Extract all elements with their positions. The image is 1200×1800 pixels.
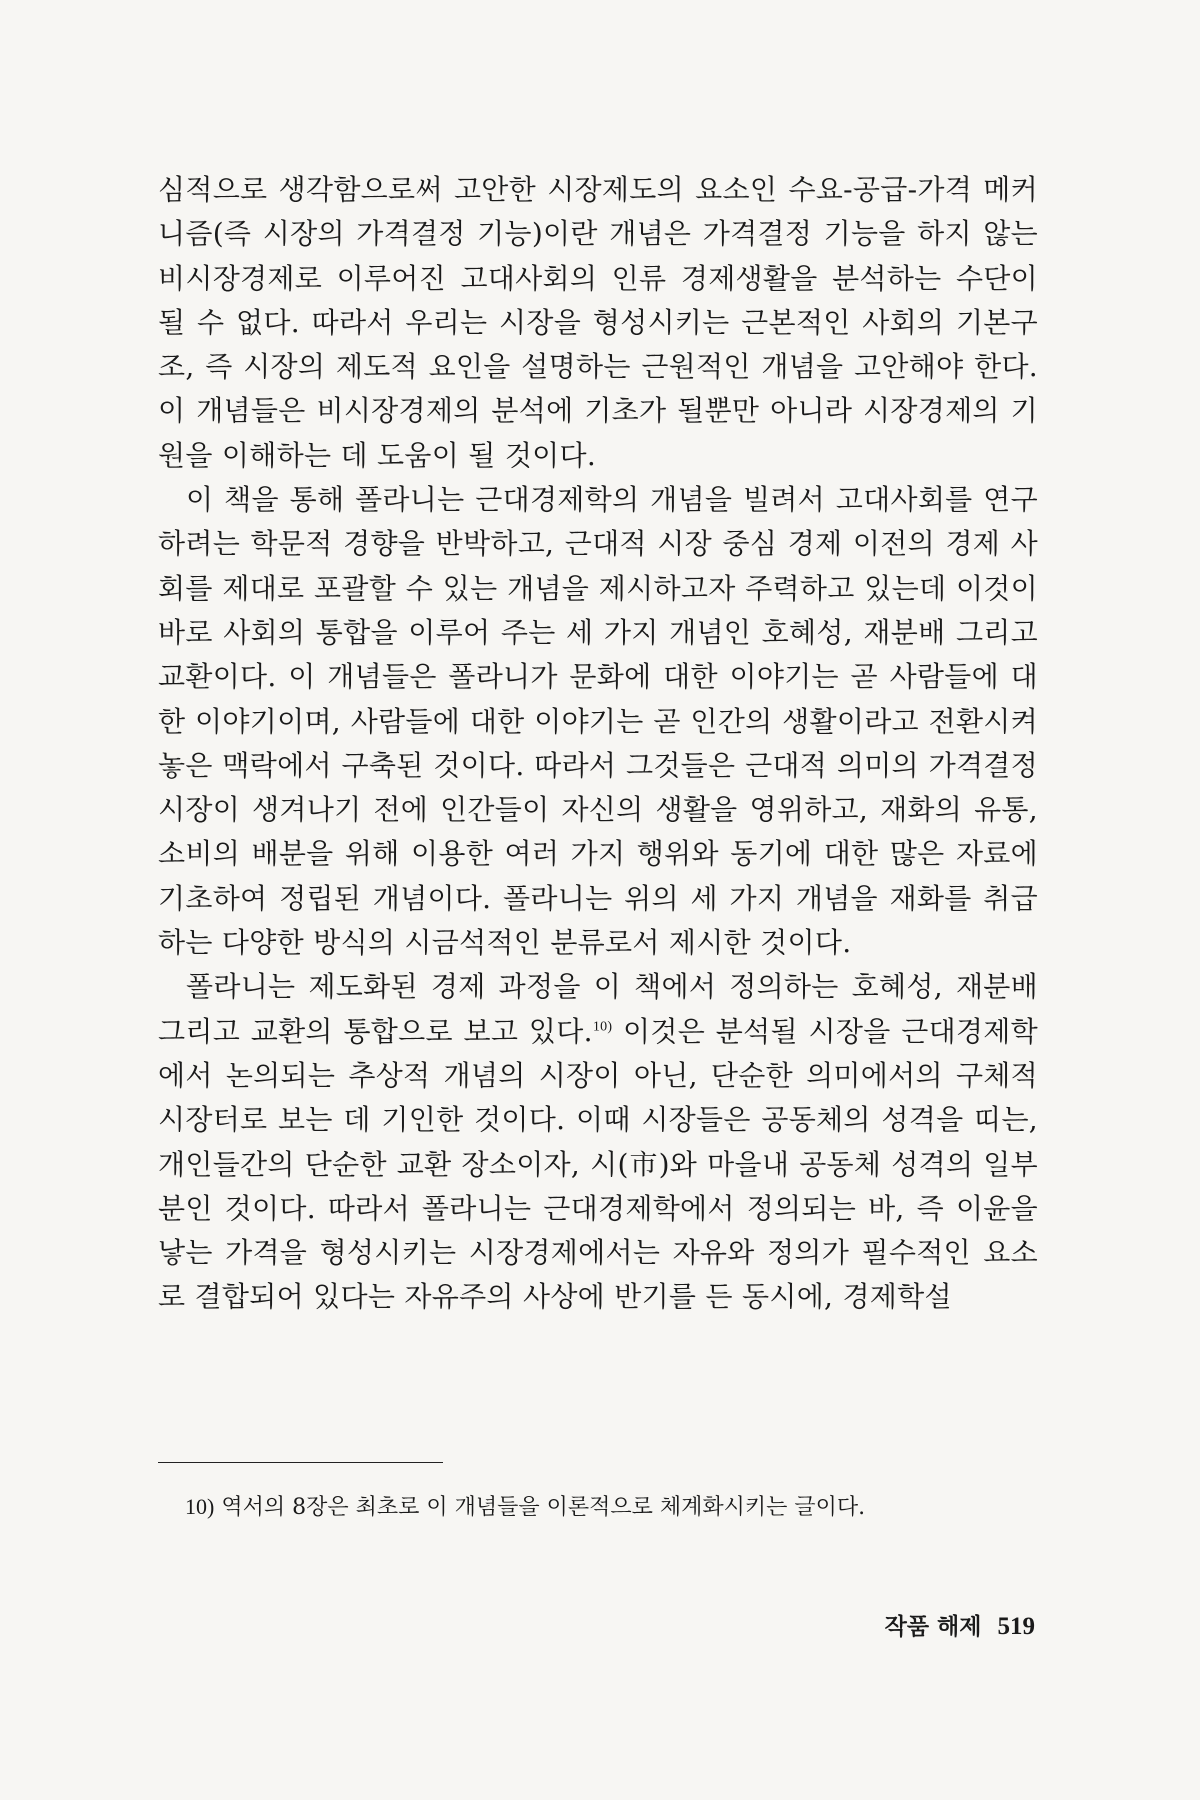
- paragraph-3-part-2: 이것은 분석될 시장을 근대경제학에서 논의되는 추상적 개념의 시장이 아닌, 단순한 의미에서의 구체적 시장터로 보는 데 기인한 것이다. 이때 시장들은 공동체의 성격을 띠는, 개인들간의 단순한 교환 장소이자, 시(市)와 마을내 공동체 성격의 일부분인 것이다. 따라서 폴라니는 근대경제학에서 정의되는 바, 즉 이윤을 낳는 가격을 형성시키는 시장경제에서는 자유와 정의가 필수적인 요소로 결합되어 있다는 자유주의 사상에 반기를 든 동시에, 경제학설: [158, 1014, 1038, 1314]
- paragraph-2: 이 책을 통해 폴라니는 근대경제학의 개념을 빌려서 고대사회를 연구하려는 학문적 경향을 반박하고, 근대적 시장 중심 경제 이전의 경제 사회를 제대로 포괄할 수 있는 개념을 제시하고자 주력하고 있는데 이것이 바로 사회의 통합을 이루어 주는 세 가지 개념인 호혜성, 재분배 그리고 교환이다. 이 개념들은 폴라니가 문화에 대한 이야기는 곧 사람들에 대한 이야기이며, 사람들에 대한 이야기는 곧 인간의 생활이라고 전환시켜 놓은 맥락에서 구축된 것이다. 따라서 그것들은 근대적 의미의 가격결정시장이 생겨나기 전에 인간들이 자신의 생활을 영위하고, 재화의 유통, 소비의 배분을 위해 이용한 여러 가지 행위와 동기에 대한 많은 자료에 기초하여 정립된 개념이다. 폴라니는 위의 세 가지 개념을 재화를 취급하는 다양한 방식의 시금석적인 분류로서 제시한 것이다.: [158, 483, 1038, 960]
- footnote-text: 역서의 8장은 최초로 이 개념들을 이론적으로 체계화시키는 글이다.: [221, 1495, 866, 1520]
- footnote-reference: 10): [592, 1019, 613, 1035]
- body-text: [158, 168, 1038, 1320]
- footnote: [185, 1492, 865, 1523]
- running-footer: [885, 1608, 1035, 1641]
- footnote-marker: 10): [185, 1494, 215, 1519]
- footnote-divider: [158, 1462, 443, 1463]
- section-title: 작품 해제: [884, 1613, 982, 1640]
- paragraph-1: 심적으로 생각함으로써 고안한 시장제도의 요소인 수요-공급-가격 메커니즘(즉 시장의 가격결정 기능)이란 개념은 가격결정 기능을 하지 않는 비시장경제로 이루어진 고대사회의 인류 경제생활을 분석하는 수단이 될 수 없다. 따라서 우리는 시장을 형성시키는 근본적인 사회의 기본구조, 즉 시장의 제도적 요인을 설명하는 근원적인 개념을 고안해야 한다. 이 개념들은 비시장경제의 분석에 기초가 될뿐만 아니라 시장경제의 기원을 이해하는 데 도움이 될 것이다.: [158, 173, 1038, 472]
- paragraph-3: [158, 965, 1038, 1319]
- page-number: 519: [997, 1613, 1035, 1640]
- paragraph-3-part-1: 폴라니는 제도화된 경제 과정을 이 책에서 정의하는 호혜성, 재분배 그리고 교환의 통합으로 보고 있다.: [158, 970, 1038, 1048]
